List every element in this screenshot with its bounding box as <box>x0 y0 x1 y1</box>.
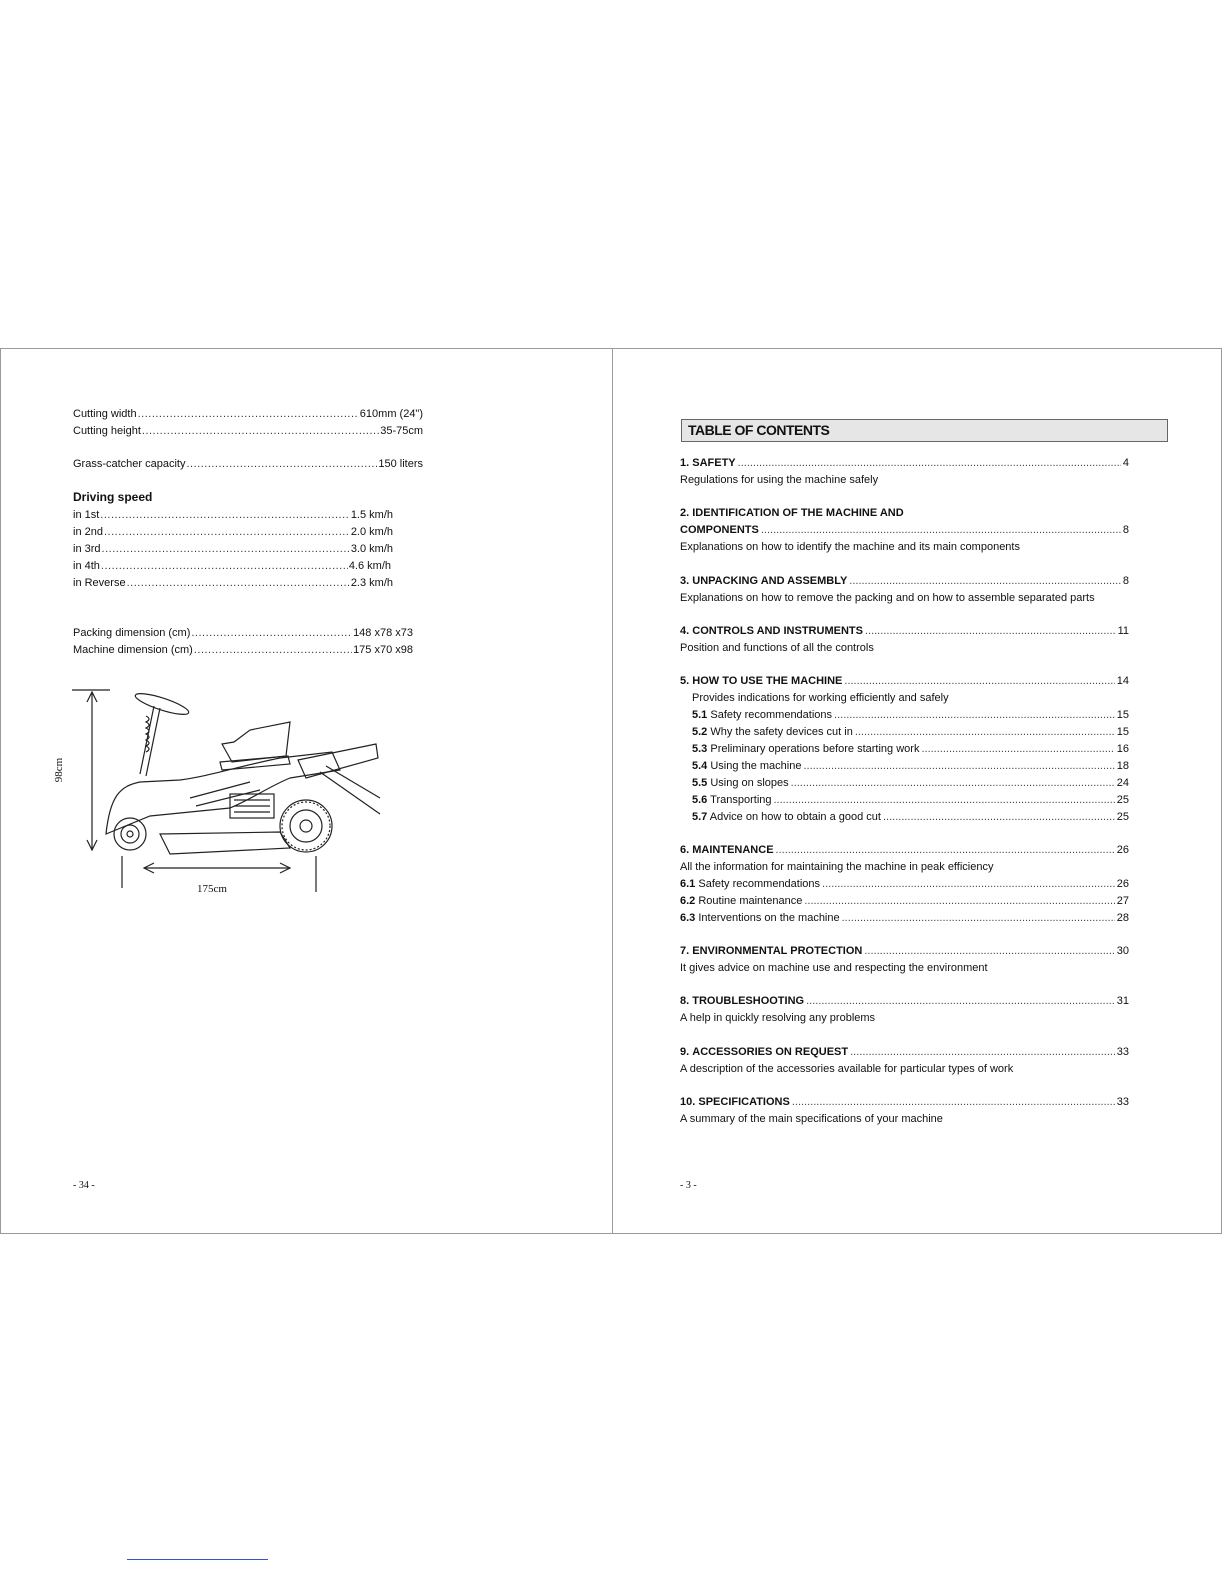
speed-row: in 3rd ..... 3.0 km/h <box>73 542 393 556</box>
mower-illustration <box>50 686 390 906</box>
toc-subsection[interactable]: 5.6 Transporting ..... 25 <box>692 793 1129 807</box>
toc-description: Position and functions of all the controls <box>680 642 874 654</box>
toc-subsection[interactable]: 5.4 Using the machine ..... 18 <box>692 759 1129 773</box>
page-number: - 34 - <box>73 1180 95 1191</box>
steering-column <box>140 706 160 776</box>
speed-row: in Reverse ..... 2.3 km/h <box>73 576 393 590</box>
mower-drawing <box>50 686 390 906</box>
toc-title: TABLE OF CONTENTS <box>681 419 1168 442</box>
toc-subsection[interactable]: 5.3 Preliminary operations before starting work ..... 16 <box>692 742 1129 756</box>
engine-fins <box>234 800 270 812</box>
rear-wheel-axle <box>300 820 312 832</box>
front-wheel-hub <box>121 825 139 843</box>
spec-grass-catcher: Grass-catcher capacity ..... 150 liters <box>73 457 423 471</box>
driving-speed-heading: Driving speed <box>73 490 153 504</box>
toc-description: It gives advice on machine use and respecting the environment <box>680 962 988 974</box>
toc-subsection[interactable]: 6.3 Interventions on the machine ..... 28 <box>680 911 1129 925</box>
toc-section[interactable]: 6. MAINTENANCE ..... 26 <box>680 843 1129 857</box>
spec-packing-dimension: Packing dimension (cm) ..... 148 x78 x73 <box>73 626 413 640</box>
speed-row: in 1st ..... 1.5 km/h <box>73 508 393 522</box>
toc-subsection[interactable]: 6.2 Routine maintenance ..... 27 <box>680 894 1129 908</box>
toc-section[interactable]: 5. HOW TO USE THE MACHINE ..... 14 <box>680 674 1129 688</box>
toc-section[interactable]: 2. IDENTIFICATION OF THE MACHINE AND <box>680 507 904 519</box>
spec-cutting-width: Cutting width ..... 610mm (24") <box>73 407 423 421</box>
toc-subsection[interactable]: 5.7 Advice on how to obtain a good cut ..... 25 <box>692 810 1129 824</box>
right-page <box>613 348 1222 1234</box>
toc-subsection[interactable]: 5.1 Safety recommendations ..... 15 <box>692 708 1129 722</box>
tire-tread <box>282 802 330 850</box>
toc-description: Provides indications for working efficiently and safely <box>692 692 949 704</box>
speed-row: in 2nd ..... 2.0 km/h <box>73 525 393 539</box>
left-page <box>0 348 612 1234</box>
steering-wheel <box>134 690 191 719</box>
toc-description: A help in quickly resolving any problems <box>680 1012 876 1024</box>
toc-section[interactable]: 4. CONTROLS AND INSTRUMENTS ..... 11 <box>680 624 1129 638</box>
seat <box>222 722 290 762</box>
spec-machine-dimension: Machine dimension (cm) ..... 175 x70 x98 <box>73 643 413 657</box>
toc-section[interactable]: 9. ACCESSORIES ON REQUEST ..... 33 <box>680 1045 1129 1059</box>
front-wheel <box>114 818 146 850</box>
toc-description: A description of the accessories available for particular types of work <box>680 1063 1014 1075</box>
page-number: - 3 - <box>680 1180 697 1191</box>
toc-subsection[interactable]: 6.1 Safety recommendations ..... 26 <box>680 877 1129 891</box>
catcher-frame <box>320 766 380 814</box>
toc-section-continued[interactable]: COMPONENTS ..... 8 <box>680 523 1129 537</box>
toc-subsection[interactable]: 5.2 Why the safety devices cut in ..... 15 <box>692 725 1129 739</box>
toc-section[interactable]: 10. SPECIFICATIONS ..... 33 <box>680 1095 1129 1109</box>
footnote-rule <box>127 1559 268 1560</box>
toc-section[interactable]: 1. SAFETY ..... 4 <box>680 456 1129 470</box>
toc-section[interactable]: 8. TROUBLESHOOTING ..... 31 <box>680 994 1129 1008</box>
toc-section[interactable]: 7. ENVIRONMENTAL PROTECTION ..... 30 <box>680 944 1129 958</box>
cutting-deck <box>160 832 290 854</box>
toc-description: A summary of the main specifications of your machine <box>680 1113 943 1125</box>
height-label: 98cm <box>53 757 65 783</box>
toc-description: All the information for maintaining the machine in peak efficiency <box>680 861 994 873</box>
toc-description: Explanations on how to identify the machine and its main components <box>680 541 1020 553</box>
toc-section[interactable]: 3. UNPACKING AND ASSEMBLY ..... 8 <box>680 574 1129 588</box>
speed-row: in 4th ..... 4.6 km/h <box>73 559 391 573</box>
spec-cutting-height: Cutting height ..... 35-75cm <box>73 424 423 438</box>
length-label: 175cm <box>197 883 227 895</box>
toc-description: Explanations on how to remove the packing and on how to assemble separated parts <box>680 592 1095 604</box>
toc-description: Regulations for using the machine safely <box>680 474 879 486</box>
toc-subsection[interactable]: 5.5 Using on slopes ..... 24 <box>692 776 1129 790</box>
rear-wheel-hub <box>290 810 322 842</box>
front-wheel-axle <box>127 831 133 837</box>
rear-wheel <box>280 800 332 852</box>
